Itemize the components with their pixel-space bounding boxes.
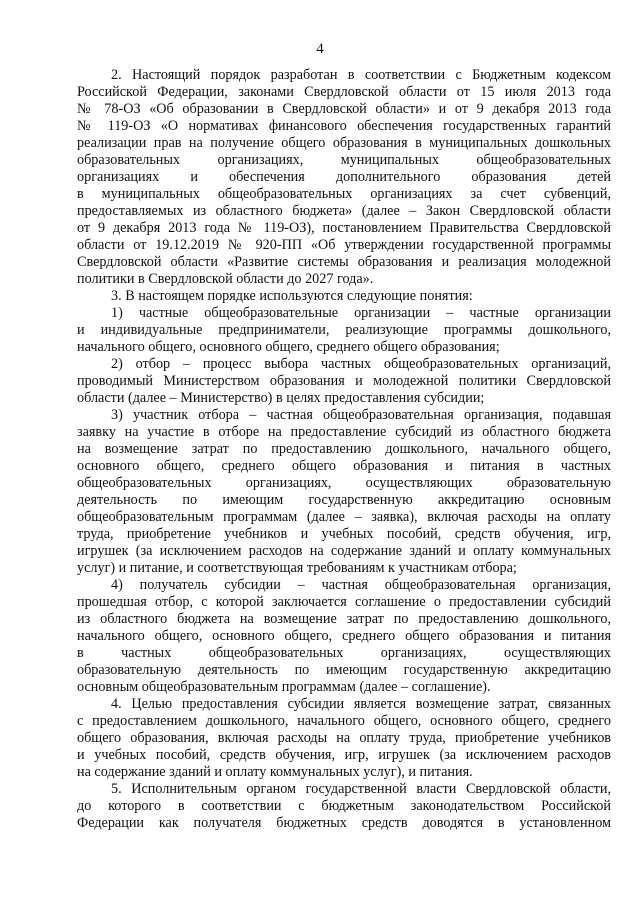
- text-line: начального общего, основного общего, среднего общего образования;: [77, 339, 500, 355]
- text-line: услуг) и питание, и соответствующая требованиям к участникам отбора;: [77, 560, 517, 576]
- text-line: общего образования, включая расходы на оплату труда, приобретение учебников: [77, 730, 611, 746]
- text-line: основным общеобразовательным программам (далее – соглашение).: [77, 679, 491, 695]
- text-line: общеобразовательным программам (далее – заявка), включая расходы на оплату: [77, 509, 611, 525]
- text-line: игрушек (за исключением расходов на содержание зданий и оплату коммунальных: [77, 543, 611, 559]
- text-line: Российской Федерации, законами Свердловской области от 15 июля 2013 года: [77, 84, 611, 100]
- text-line: 5. Исполнительным органом государственной власти Свердловской области,: [111, 781, 611, 797]
- text-line: реализации прав на получение общего образования в муниципальных дошкольных: [77, 135, 611, 151]
- text-line: области (далее – Министерство) в целях предоставления субсидии;: [77, 390, 485, 406]
- text-line: проводимый Министерством образования и молодежной политики Свердловской: [77, 373, 611, 389]
- text-line: труда, приобретение учебников и учебных пособий, средств обучения, игр,: [77, 526, 611, 542]
- text-line: предоставляемых из областного бюджета» (далее – Закон Свердловской области: [77, 203, 611, 219]
- text-line: 1) частные общеобразовательные организации – частные организации: [111, 305, 611, 321]
- text-line: от 9 декабря 2013 года № 119-ОЗ), постановлением Правительства Свердловской: [77, 220, 611, 236]
- text-line: организациях и обеспечения дополнительного образования детей: [77, 169, 611, 185]
- text-line: начального общего, основного общего, среднего общего образования и питания: [77, 628, 611, 644]
- text-line: прошедшая отбор, с которой заключается соглашение о предоставлении субсидий: [77, 594, 611, 610]
- text-line: заявку на участие в отборе на предоставление субсидий из областного бюджета: [77, 424, 611, 440]
- text-line: 2. Настоящий порядок разработан в соответствии с Бюджетным кодексом: [111, 67, 611, 83]
- text-line: на содержание зданий и оплату коммунальных услуг), и питания.: [77, 764, 473, 780]
- text-line: и индивидуальные предприниматели, реализующие программы дошкольного,: [77, 322, 611, 338]
- text-line: 3) участник отбора – частная общеобразовательная организация, подавшая: [111, 407, 611, 423]
- text-line: и учебных пособий, средств обучения, игр, игрушек (за исключением расходов: [77, 747, 611, 763]
- text-line: Федерации как получателя бюджетных средств доводятся в установленном: [77, 815, 611, 831]
- text-line: 2) отбор – процесс выбора частных общеобразовательных организаций,: [111, 356, 611, 372]
- text-line: образовательных организациях, муниципальных общеобразовательных: [77, 152, 611, 168]
- text-line: деятельность по имеющим государственную аккредитацию основным: [77, 492, 611, 508]
- text-line: политики в Свердловской области до 2027 года».: [77, 271, 374, 287]
- text-line: образовательную деятельность по имеющим государственную аккредитацию: [77, 662, 611, 678]
- text-line: основного общего, среднего общего образования и питания в частных: [77, 458, 611, 474]
- text-line: в муниципальных общеобразовательных организациях за счет субвенций,: [77, 186, 611, 202]
- text-line: 3. В настоящем порядке используются следующие понятия:: [111, 288, 473, 304]
- text-line: из областного бюджета на возмещение затрат по предоставлению дошкольного,: [77, 611, 611, 627]
- text-line: 4) получатель субсидии – частная общеобразовательная организация,: [111, 577, 611, 593]
- text-line: области от 19.12.2019 № 920-ПП «Об утверждении государственной программы: [77, 237, 611, 253]
- text-line: общеобразовательных организациях, осуществляющих образовательную: [77, 475, 611, 491]
- text-line: с предоставлением дошкольного, начального общего, основного общего, среднего: [77, 713, 611, 729]
- document-body: [77, 67, 611, 832]
- text-line: № 119-ОЗ «О нормативах финансового обеспечения государственных гарантий: [77, 118, 611, 134]
- text-line: в частных общеобразовательных организациях, осуществляющих: [77, 645, 611, 661]
- page-number: 4: [316, 41, 324, 57]
- text-line: на возмещение затрат по предоставлению дошкольного, начального общего,: [77, 441, 611, 457]
- text-line: № 78-ОЗ «Об образовании в Свердловской области» и от 9 декабря 2013 года: [77, 101, 611, 117]
- text-line: 4. Целью предоставления субсидии является возмещение затрат, связанных: [111, 696, 611, 712]
- text-line: Свердловской области «Развитие системы образования и реализация молодежной: [77, 254, 611, 270]
- text-line: до которого в соответствии с бюджетным законодательством Российской: [77, 798, 611, 814]
